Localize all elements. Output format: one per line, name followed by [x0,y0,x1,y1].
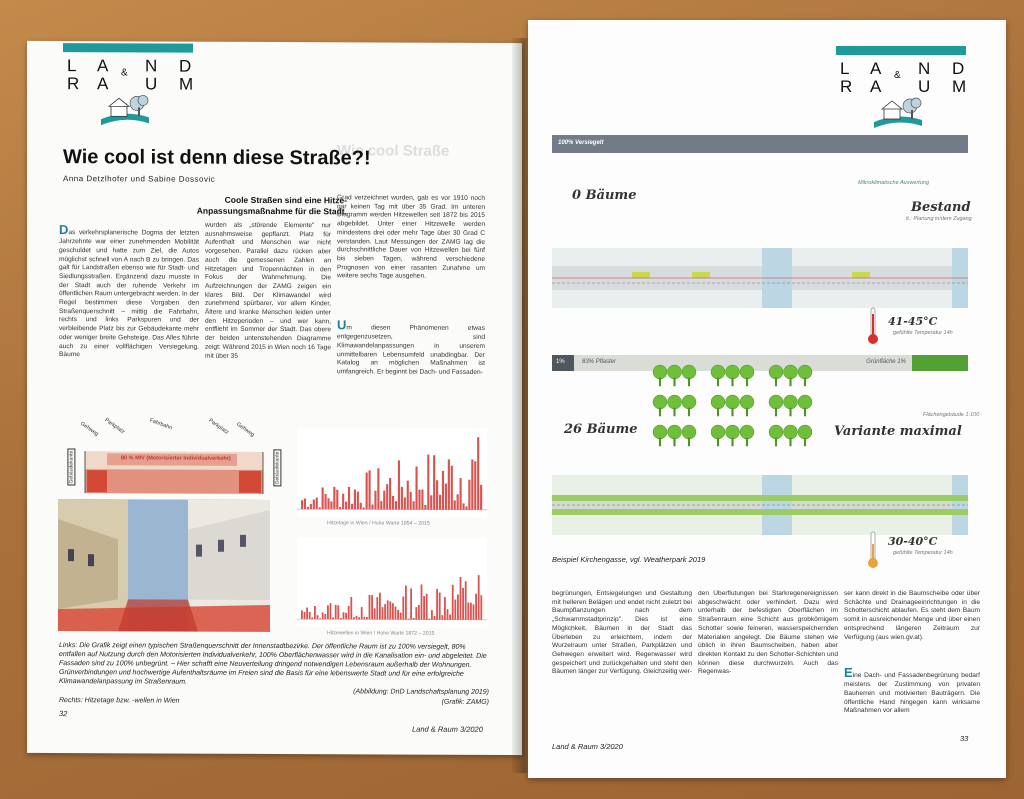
chart-bar [363,507,365,509]
chart-bar [436,589,438,620]
sub-bestand: lt.: Planung in/dem Zugang [906,216,972,222]
chart-bar [439,593,441,620]
chart-bar [322,487,324,509]
chart-bar [371,504,373,509]
chart-bar [363,617,365,620]
chart-bar [374,491,376,510]
chart-bar [433,455,435,509]
chart-bar [317,615,319,619]
tree-icon [784,365,798,379]
chart-bar [457,494,459,510]
chart-bar [454,600,456,620]
chart-bar [380,501,382,509]
chart-bar [345,502,347,510]
tree-icon [784,425,798,439]
chart-bar [313,499,315,509]
chart-bar [366,617,368,619]
tree-trunk [659,408,661,416]
chart-bar [343,612,345,619]
chart-bar [418,490,420,510]
chart-bar [333,487,335,509]
chart-bar [330,501,332,509]
chart-bar [309,612,311,619]
chart-bar [427,454,429,509]
bleed-through-text: Wie cool Straße [337,142,450,160]
tree-trunk [732,438,734,446]
thermometer-warm-icon [866,530,880,570]
chart-bar [477,437,479,510]
tree-trunk [746,378,748,386]
chart-bar [439,495,441,510]
chart-bar [358,617,360,619]
chart-bar [448,459,450,509]
chart-bar [304,498,306,509]
issue-left: Land & Raum 3/2020 [412,724,483,734]
sealed-band: 100% Versiegelt [552,135,968,153]
chart-bar [445,483,447,509]
tree-icon [726,425,740,439]
chart-bar [342,494,344,510]
heat-days-chart [297,427,487,518]
house-tree-icon-right [872,96,924,130]
chart-bar [382,607,384,619]
chart-bar [418,605,420,620]
tree-icon [740,395,754,409]
tree-trunk [732,378,734,386]
chart-bar [306,607,308,619]
tree-icon-grid [648,360,818,450]
chart-bar [360,503,362,510]
sub-variante: Flächengebäude 1:100 [923,412,980,418]
chart-bar [398,460,400,509]
chart-bar [457,595,459,620]
chart-bar [314,606,316,619]
chart-bar [348,606,350,619]
chart-bar [434,616,436,620]
chart-bar [449,614,451,619]
tree-icon [653,395,667,409]
tree-trunk [804,438,806,446]
chart-bar [415,467,417,510]
chart-bar [392,496,394,509]
chart-bar [478,575,480,620]
chart-bar [413,501,415,509]
right-text-column-2: den Überflutungen bei Starkregenereignissen abgeschwächt oder verhindert. Dazu wird unterhalb der befestigten Oberflächen im Straßenraum eine Schicht aus grobkörnigem Schotter sowie feineren, wasserspeichernden Materialien angelegt. Die Bäume stehen wie üblich in ihren Baumscheiben, haben aber direkten Kontakt zu den Schotter-Schichten und können diese durchwurzeln. Auch das Regenwas- [698,590,838,676]
chart-bar [405,586,407,620]
chart-bar [387,600,389,619]
chart-bar [415,607,417,619]
chart-bar [324,614,326,619]
text-column-1: Das verkehrsplanerische Dogma der letzten Jahrzehnte war einer zunehmenden Mobilität geschuldet und hatte zum Ziel, die Autos möglichst schnell von A nach B zu bringen. Das galt für Landstraßen ebenso wie für Stadt- und Siedlungsstraßen. Ergänzend dazu musste in der Stadt auch der ruhende Verkehr im öffentlichen Raum untergebracht werden. In der Regel bestimmen diese Vorgaben den Straßenquerschnitt – mittig die Fahrbahn, rechts und links Parkspuren und der verbleibende Platz bis zur Gebäudekante mehr oder weniger breite Gehsteige. Das Alles führte auch zu einer vollflächigen Versiegelung. Bäume [59,222,199,359]
chart-bar [369,470,371,509]
chart-bar [371,595,373,619]
chart-bar [336,490,338,509]
chart-bar [335,605,337,619]
chart-bar [395,501,397,509]
chart-bar [311,617,313,619]
chart-bar [386,484,388,509]
tree-trunk [674,438,676,446]
tree-trunk [790,438,792,446]
chart-bar [332,617,334,619]
tree-icon [668,365,682,379]
article-lead: Coole Straßen sind eine Hitze-Anpassungsmaßnahme für die Stadt. [196,194,347,216]
chart-bar [454,500,456,509]
heat-days-caption: Hitzetage in Wien / Hohe Warte 1954 – 2015 [327,520,430,527]
tree-trunk [790,378,792,386]
tree-trunk [746,438,748,446]
right-text-column-3: ser kann direkt in die Baumscheibe oder über Schächte und Drainageeinrichtungen in die Schotterschicht ablaufen. Es steht dem Baum somit in ausreichender Menge und über einen entsprechend längeren Zeitraum zur Verfügung (aus wien.gv.at). [844,590,980,641]
temp-bestand: 41-45°C [888,315,938,328]
chart-bar [353,617,355,619]
chart-bar [462,588,464,620]
tree-icon [769,425,783,439]
chart-bar [460,577,462,620]
chart-bar [452,585,454,620]
tree-icon [798,425,812,439]
street-cross-section-diagram: Gehweg Parkplatz Fahrbahn Parkplatz Gehweg 80 % MIV (Motorisierter Individualverkehr) Gebäudekante Gebäudekante [67,421,277,497]
chart-bar [316,498,318,510]
tree-icon [682,425,696,439]
text-column-2: wurden als „störende Elemente" nur ausnahmsweise gepflanzt. Platz für Aufenthalt und Menschen war nicht vorgesehen. Parallel dazu rücken aber auch die gemessenen Zahlen an Hitzetagen und Tropennächten in den Fokus der Wahrnehmung. Die Aufzeichnungen der ZAMG zeigen ein klares Bild. Der Klimawandel wird zunehmend spürbarer, vor allem Kinder, Ältere und kranke Menschen leiden unter den Hitzeperioden – und wer kann, entflieht im Sommer der Stadt. Das obere der beiden untenstehenden Diagramme zeigt: Während 2015 in Wien noch 16 Tage mit über 35 [205,221,331,360]
chart-bar [397,610,399,620]
tree-icon [784,395,798,409]
chart-bar [350,597,352,619]
chart-bar [467,602,469,619]
house-tree-icon [99,93,151,127]
chart-bar [436,480,438,509]
micro-label: Mikroklimatische Auswertung [858,180,930,186]
chart-bar [474,461,476,510]
chart-bar [431,610,433,620]
tree-icon [769,395,783,409]
right-text-column-1: begrünungen, Entsiegelungen und Gestaltung mit helleren Belägen und endet nicht zuletzt bei Baumpflanzungen nach dem „Schwammstadtprinzip". Dies ist eine Möglichkeit, Bäumen in der Stadt das Überleben zu erleichtern, indem der Wurzelraum unter Straßen, Parkplätzen und Gehwegen erweitert wird. Regenwasser wird gespeichert und zurückgehalten und steht den Bäumen länger zur Verfügung. Gleichzeitig wer- [552,590,692,676]
tree-trunk [674,408,676,416]
chart-bar [444,597,446,620]
chart-bar [442,471,444,510]
chart-bar [465,506,467,509]
tree-trunk [804,378,806,386]
tree-icon [711,425,725,439]
tree-trunk [688,408,690,416]
chart-bar [447,609,449,619]
chart-bar [421,489,423,509]
chart-bar [348,487,350,510]
tree-icon [682,395,696,409]
chart-bar [430,495,432,509]
article-headline: Wie cool ist denn diese Straße?! [63,146,371,170]
tree-icon [653,365,667,379]
chart-bar [327,605,329,619]
chart-bar [357,492,359,510]
chart-bar [356,616,358,620]
chart-bar [410,492,412,510]
tree-icon [668,425,682,439]
chart-bar [395,607,397,620]
chart-bar [354,489,356,509]
chart-bar [301,610,303,619]
heading-zero-trees: 0 Bäume [572,188,637,203]
tree-trunk [717,408,719,416]
text-column-3: Grad verzeichnet wurden, gab es vor 1910 noch gar keinen Tag mit über 35 Grad. Im unteren Diagramm werden Hitzewellen seit 1872 bis 2015 abgebildet. Unter einer Hitzewelle werden mindestens drei oder mehr Tage über 30 Grad C verstanden. Laut Messungen der ZAMG lag die durchschnittliche Dauer von Hitzewellen bei fünf bis sieben Tagen, während verschiedene Prognosen von einer rasanten Zunahme um weitere sechs Tage ausgehen. [337,194,485,280]
chart-bar [401,487,403,510]
chart-bar [383,491,385,510]
article-authors: Anna Detzlhofer und Sabine Dossovic [63,174,216,184]
chart-bar [361,607,363,619]
land-raum-logo: L A N D & R A U M [63,43,193,97]
chart-bar [327,498,329,509]
tree-icon [711,365,725,379]
tree-trunk [732,408,734,416]
land-raum-logo-right: L A N D & R A U M [836,46,966,99]
chart-bar [310,504,312,509]
tree-icon [682,365,696,379]
tree-icon [798,395,812,409]
tree-trunk [688,438,690,446]
chart-bar [304,612,306,619]
chart-bar [400,613,402,620]
plan-variante [552,475,968,535]
chart-bar [421,585,423,620]
chart-bar [337,605,339,619]
chart-bar [324,494,326,509]
tree-icon [740,425,754,439]
tree-trunk [717,438,719,446]
heat-waves-chart [297,537,487,628]
chart-bar [389,478,391,510]
chart-bar [468,480,470,510]
chart-bar [351,504,353,509]
chart-bar [451,466,453,510]
chart-bar [480,595,482,620]
chart-bar [322,612,324,619]
chart-bar [379,593,381,620]
chart-bar [307,507,309,509]
tree-trunk [804,408,806,416]
temp-bestand-sub: gefühlte Temperatur 14h [893,330,953,336]
chart-bar [319,507,321,509]
chart-bar [462,503,464,509]
tree-trunk [775,438,777,446]
tree-trunk [790,408,792,416]
chart-bar [471,459,473,509]
tree-icon [711,395,725,409]
chart-bar [475,594,477,620]
tree-icon [726,365,740,379]
tree-trunk [659,438,661,446]
temp-variante-sub: gefühlte Temperatur 14h [893,550,953,556]
chart-bar [441,615,443,620]
chart-bar [392,603,394,619]
chart-bar [424,505,426,510]
tree-trunk [688,378,690,386]
plan-bestand [552,248,968,308]
tree-icon [726,395,740,409]
chart-bar [473,604,475,619]
chart-bar [384,604,386,619]
chart-bar [389,601,391,619]
right-page [528,20,1006,778]
chart-bar [374,608,376,619]
chart-bar [376,597,378,619]
tree-icon [668,395,682,409]
chart-bar [407,481,409,510]
tree-trunk [746,408,748,416]
chart-bar [330,603,332,619]
right-text-column-3b: Eine Dach- und Fassadenbegrünung bedarf meistens der Zustimmung von privaten Bauherren und motivierten Bauträgern. Die öffentliche Hand hingegen kann wirksame Maßnahmen vor allem [844,665,980,715]
tree-trunk [659,378,661,386]
heat-waves-caption: Hitzewellen in Wien / Hohe Warte 1872 – 2015 [327,630,435,637]
heading-variante-maximal: Variante maximal [834,424,962,439]
tree-trunk [717,378,719,386]
heading-bestand: Bestand [911,200,971,215]
street-photo [58,499,270,632]
logo-bar-right [836,46,966,55]
chart-bar [345,613,347,619]
chart-bar [377,468,379,509]
chart-bar [366,472,368,509]
chart-bar [404,497,406,509]
tree-icon [798,365,812,379]
heading-26-trees: 26 Bäume [564,422,638,437]
tree-trunk [775,408,777,416]
page-number-left: 32 [59,709,68,719]
chart-bar [402,596,404,619]
page-number-right: 33 [960,734,969,743]
pavement-band: 1% 83% Pflaster Grünfläche 1% [552,355,968,371]
chart-bar [470,603,472,620]
thermometer-hot-icon [866,306,880,346]
chart-bar [301,500,303,509]
tree-icon [769,365,783,379]
temp-variante: 30-40°C [888,535,938,548]
tree-trunk [775,378,777,386]
figure-caption: Links: Die Grafik zeigt einen typischen Straßenquerschnitt der Innenstadtbezirke. Der öffentliche Raum ist zu 100% versiegelt, 80% entfallen auf Nutzung durch den Motorisierten Individualverkehr, 100% Oberflächenwasser wird in die Kanalisation ein- und abgeleitet. Die Fassaden sind zu 100% unbegrünt. – Hier schafft eine Neuverteilung dringend notwendigen Lebensraum außerhalb der Wohnungen. Grünverbindungen und hochwertige Aufenthaltsräume im Freien sind die Basis für eine lebenswerte Stadt und für eine erfolgreiche Klimawandelanpassung im Straßenraum. (Abbildung: DnD Landschaftsplanung 2019) Rechts: Hitzetage bzw. -wellen in Wien (Grafik: ZAMG) [59,642,489,706]
left-page [27,41,522,755]
tree-trunk [674,378,676,386]
figure-caption-right: Beispiel Kirchengasse, vgl. Weatherpark 2019 [552,555,706,564]
chart-bar [410,588,412,619]
chart-bar [465,581,467,620]
tree-icon [653,425,667,439]
chart-bar [460,478,462,510]
tree-icon [740,365,754,379]
chart-bar [480,485,482,510]
text-column-3b: Um diesen Phänomenen etwas entgegenzusetzen, sind Klimawandelanpassungen in unserem unmittelbaren Lebensumfeld unabdingbar. Der Katalog an möglichen Maßnahmen ist umfangreich. Er beginnt bei Dach- und Fassaden- [337,317,485,376]
chart-bar [369,595,371,620]
chart-bar [339,507,341,509]
chart-bar [426,594,428,620]
chart-bar [423,596,425,620]
issue-right: Land & Raum 3/2020 [552,742,623,751]
